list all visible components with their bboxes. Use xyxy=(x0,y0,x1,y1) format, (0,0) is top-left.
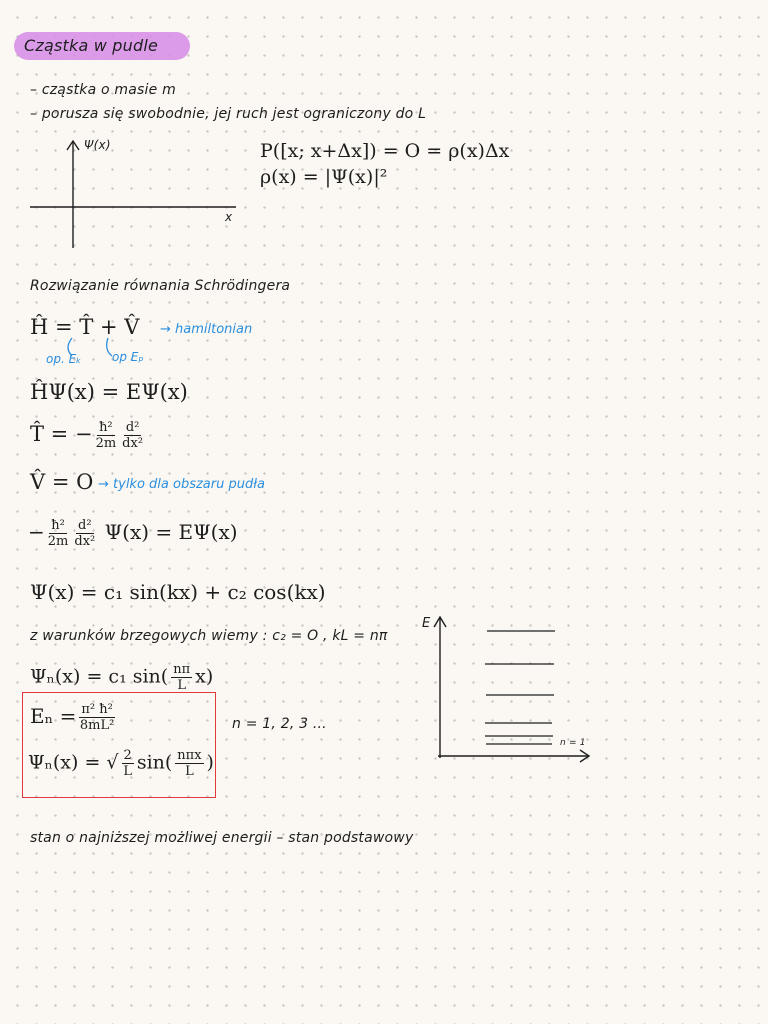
psin-arg-den: L xyxy=(185,764,194,779)
potential-note: → tylko dla obszaru pudła xyxy=(98,477,265,492)
en-lhs: Eₙ = xyxy=(30,704,77,728)
kinetic-lhs: T̂ = − xyxy=(30,422,93,446)
intro-line-2: – porusza się swobodnie, jej ruch jest ograniczony do L xyxy=(30,106,427,122)
axis-y-label: Ψ(x) xyxy=(84,138,111,152)
psi-n-frac-den: L xyxy=(177,678,186,693)
section-heading: Rozwiązanie równania Schrödingera xyxy=(30,278,291,294)
sch-deriv-num: d² xyxy=(78,518,92,533)
psi-n-frac-num: nπ xyxy=(173,662,191,677)
sch-deriv-den: dx² xyxy=(74,534,96,549)
psin-sin: sin( xyxy=(136,751,173,774)
psin-lhs: Ψₙ(x) = √ xyxy=(28,751,119,774)
page-title: Cząstka w pudle xyxy=(24,36,159,55)
sch-hbar-den: 2m xyxy=(47,534,69,549)
density-equation: ρ(x) = |Ψ(x)|² xyxy=(260,166,388,188)
psin-root-den: L xyxy=(123,764,132,779)
n-values: n = 1, 2, 3 ... xyxy=(232,716,327,732)
eigen-equation: ĤΨ(x) = EΨ(x) xyxy=(30,380,188,404)
hbar-den: 2m xyxy=(95,436,117,451)
probability-equation: P([x; x+Δx]) = O = ρ(x)Δx xyxy=(260,140,510,162)
en-den: 8mL² xyxy=(79,718,115,733)
axis-x-label: x xyxy=(225,210,233,224)
sch-minus: − xyxy=(28,520,45,544)
op-ep-label: op Eₚ xyxy=(112,350,144,364)
energy-axis-label: E xyxy=(422,616,431,631)
hbar-num: ħ² xyxy=(99,420,113,435)
hamiltonian-equation: Ĥ = T̂ + V̂ xyxy=(30,315,140,339)
general-solution: Ψ(x) = c₁ sin(kx) + c₂ cos(kx) xyxy=(30,580,326,604)
intro-line-1: – cząstka o masie m xyxy=(30,82,176,98)
psi-n-partial-lhs: Ψₙ(x) = c₁ sin( xyxy=(30,665,169,688)
psin-end: ) xyxy=(206,751,214,774)
en-num: π² ħ² xyxy=(81,702,113,717)
deriv-num: d² xyxy=(125,420,140,435)
sch-hbar-num: ħ² xyxy=(51,518,65,533)
op-ek-label: op. Eₖ xyxy=(46,352,82,366)
psi-n-end: x) xyxy=(195,665,214,688)
deriv-den: dx² xyxy=(122,436,144,451)
ground-level-label: n = 1 xyxy=(560,738,586,748)
sch-rest: Ψ(x) = EΨ(x) xyxy=(104,520,238,544)
ground-state-note: stan o najniższej możliwej energii – stan podstawowy xyxy=(30,830,414,846)
psin-root-num: 2 xyxy=(123,748,132,763)
psin-arg-num: nπx xyxy=(177,748,202,763)
boundary-conditions: z warunków brzegowych wiemy : c₂ = O , kL = nπ xyxy=(30,628,388,644)
potential-operator: V̂ = O xyxy=(30,470,94,494)
hamiltonian-note: → hamiltonian xyxy=(160,322,253,337)
